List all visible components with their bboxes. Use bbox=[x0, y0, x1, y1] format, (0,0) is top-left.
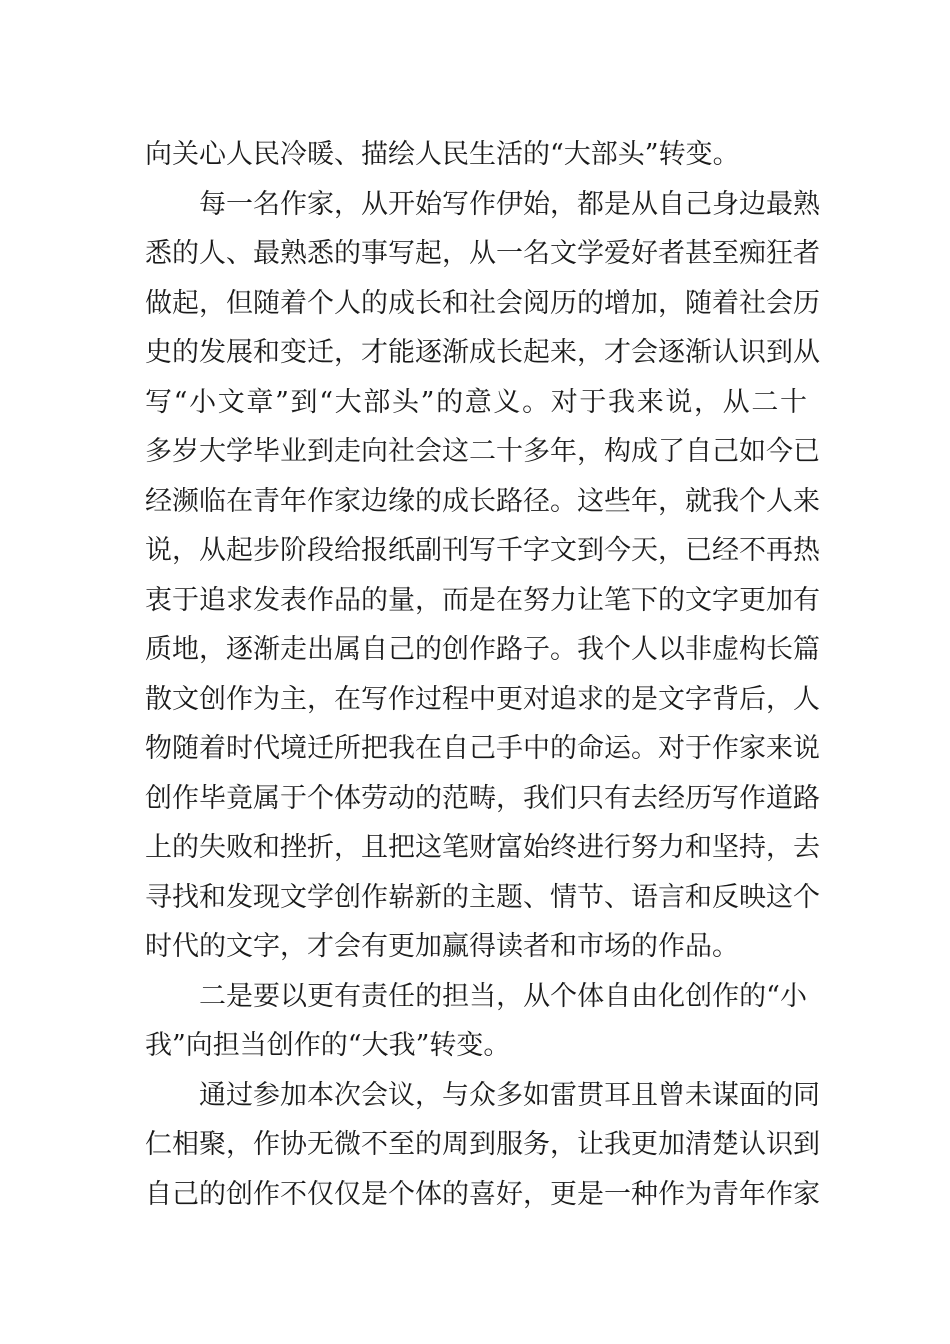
text-line: 史的发展和变迁，才能逐渐成长起来，才会逐渐认识到从 bbox=[145, 337, 820, 368]
text-line: 寻找和发现文学创作崭新的主题、情节、语言和反映这个 bbox=[145, 881, 820, 913]
text-line: 说，从起步阶段给报纸副刊写千字文到今天，已经不再热 bbox=[145, 535, 820, 566]
text-line: 多岁大学毕业到走向社会这二十多年，构成了自己如今已 bbox=[145, 436, 820, 467]
text-line: 自己的创作不仅仅是个体的喜好，更是一种作为青年作家 bbox=[145, 1178, 820, 1210]
paragraph-first-line: 通过参加本次会议，与众多如雷贯耳且曾未谋面的同 bbox=[199, 1079, 820, 1111]
text-line: 时代的文字，才会有更加赢得读者和市场的作品。 bbox=[145, 931, 739, 962]
text-line: 向关心人民冷暖、描绘人民生活的“大部头”转变。 bbox=[145, 139, 740, 170]
text-line: 衷于追求发表作品的量，而是在努力让笔下的文字更加有 bbox=[145, 584, 820, 616]
text-line: 散文创作为主，在写作过程中更对追求的是文字背后，人 bbox=[145, 683, 820, 715]
text-line: 悉的人、最熟悉的事写起，从一名文学爱好者甚至痴狂者 bbox=[145, 238, 820, 269]
paragraph-first-line: 每一名作家，从开始写作伊始，都是从自己身边最熟 bbox=[199, 188, 820, 220]
text-line: 写“小文章”到“大部头”的意义。对于我来说，从二十 bbox=[145, 386, 807, 418]
text-line: 创作毕竟属于个体劳动的范畴，我们只有去经历写作道路 bbox=[145, 782, 820, 814]
text-line: 质地，逐渐走出属自己的创作路子。我个人以非虚构长篇 bbox=[145, 634, 820, 665]
document-body bbox=[145, 130, 820, 1219]
text-line: 经濒临在青年作家边缘的成长路径。这些年，就我个人来 bbox=[145, 485, 820, 517]
text-line: 做起，但随着个人的成长和社会阅历的增加，随着社会历 bbox=[145, 287, 820, 319]
section-heading-line: 我”向担当创作的“大我”转变。 bbox=[145, 1030, 511, 1061]
text-line: 上的失败和挫折，且把这笔财富始终进行努力和坚持，去 bbox=[145, 832, 820, 863]
text-line: 仁相聚，作协无微不至的周到服务，让我更加清楚认识到 bbox=[145, 1129, 820, 1160]
section-heading-line: 二是要以更有责任的担当，从个体自由化创作的“小 bbox=[199, 980, 807, 1012]
text-line: 物随着时代境迁所把我在自己手中的命运。对于作家来说 bbox=[145, 733, 820, 764]
